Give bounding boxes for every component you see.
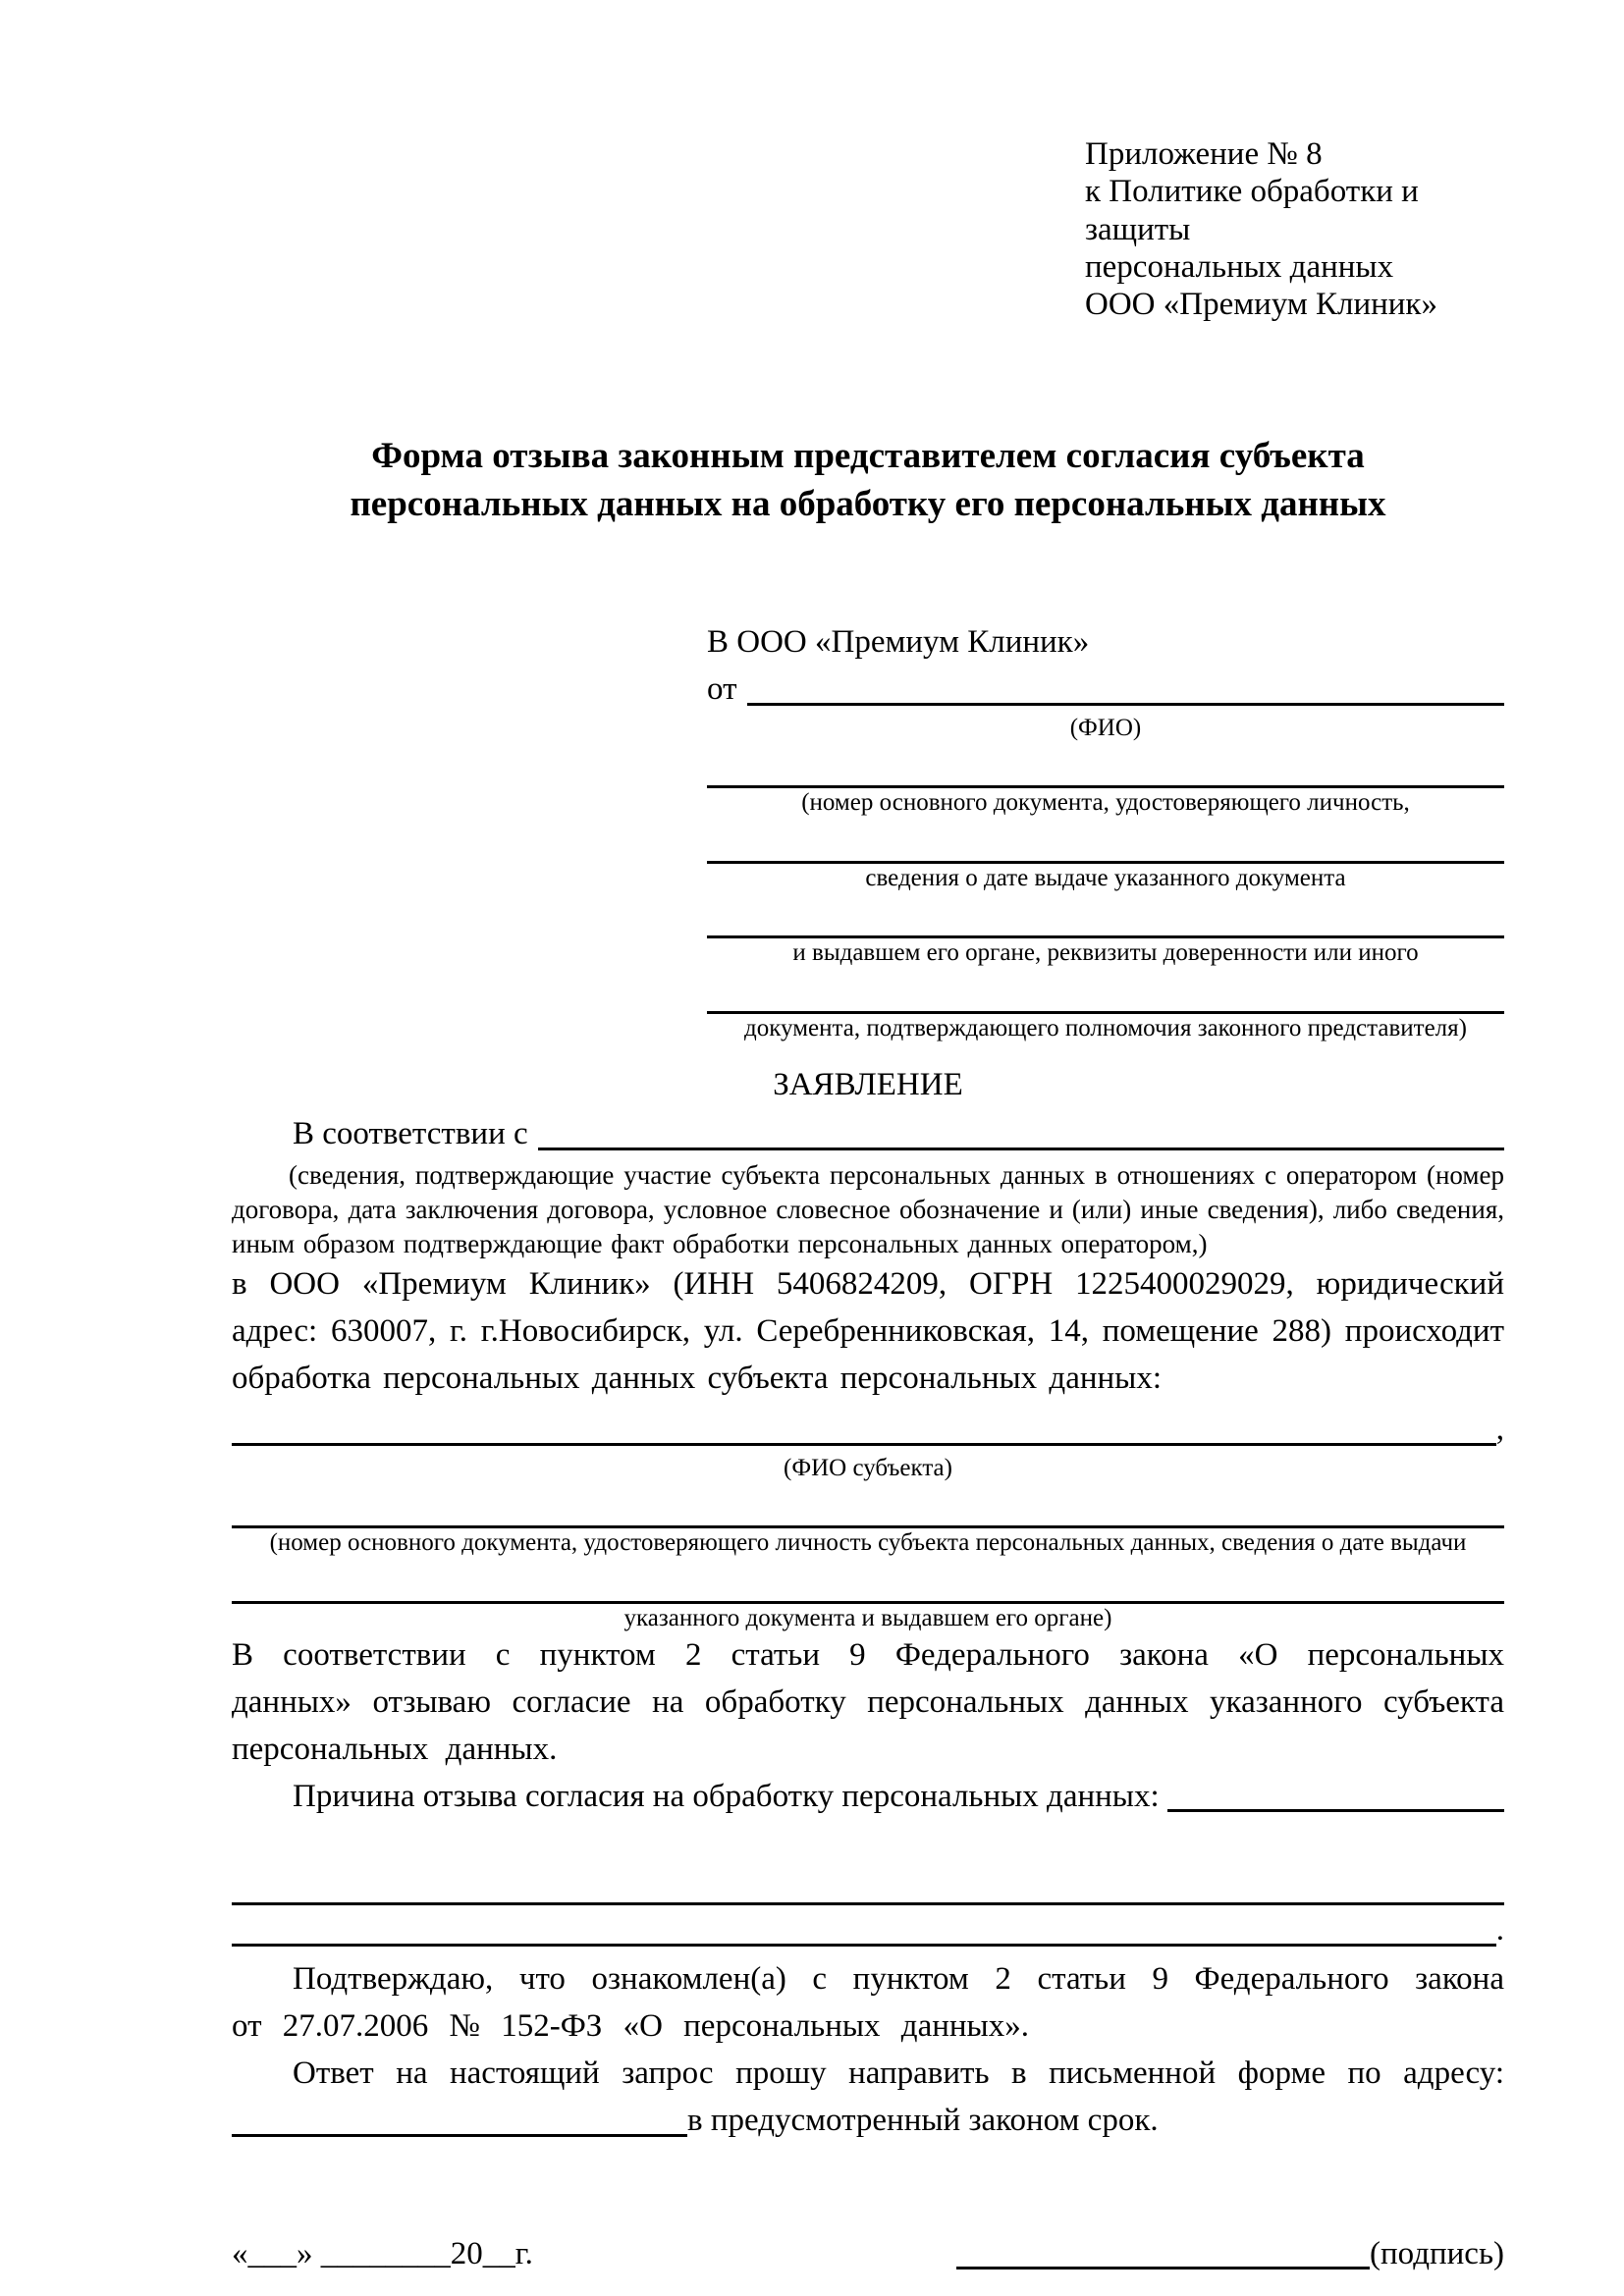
from-line: [707, 667, 1504, 714]
confirmation-paragraph: Подтверждаю, что ознакомлен(а) с пунктом 2 статьи 9 Федерального закона от 27.07.2006 № 152-ФЗ «О персональных данных».: [232, 1961, 1504, 2045]
writing-blank-line-rule: [232, 1907, 1496, 1947]
subject-document-blank-line: [232, 1568, 1504, 1604]
reason-line: [232, 1774, 1504, 1821]
annex-line: к Политике обработки и защиты: [1085, 174, 1419, 247]
fio-blank-line: [747, 667, 1505, 706]
title-line: персональных данных на обработку его персональных данных: [350, 484, 1386, 525]
signature-spacer: [533, 2231, 956, 2278]
reply-address-line: [232, 2098, 1504, 2145]
signature-caption: (подпись): [1370, 2235, 1504, 2271]
from-label: от: [707, 670, 737, 707]
document-blank-line: [707, 752, 1504, 788]
document-blank-line: [707, 902, 1504, 938]
signature-blank-line: [956, 2231, 1370, 2270]
subject-fio-blank-line: [232, 1407, 1496, 1446]
date-blank: «___» ________20__г.: [232, 2235, 533, 2271]
annex-line: Приложение № 8: [1085, 136, 1323, 172]
fio-caption: (ФИО): [1069, 714, 1142, 741]
title-line: Форма отзыва законным представителем согласия субъекта: [371, 436, 1365, 477]
writing-blank-line: [232, 1863, 1504, 1905]
withdrawal-paragraph: В соответствии с пунктом 2 статьи 9 Федерального закона «О персональных данных» отзываю согласие на обработку персональных данных указанного субъекта персональных данных.: [232, 1637, 1504, 1767]
document-caption: сведения о дате выдаче указанного документа: [865, 864, 1346, 891]
reply-paragraph: Ответ на настоящий запрос прошу направить в письменной форме по адресу:: [293, 2055, 1504, 2091]
subject-comma: ,: [1495, 1411, 1504, 1447]
document-blank-line: [707, 828, 1504, 864]
statement-heading: ЗАЯВЛЕНИЕ: [773, 1067, 963, 1103]
reply-address-blank-line: [232, 2098, 687, 2137]
accordance-blank-line: [538, 1111, 1504, 1150]
document-caption: (номер основного документа, удостоверяющего личность,: [801, 789, 1410, 817]
document-title: [232, 433, 1504, 529]
reason-blank-line: [1167, 1774, 1504, 1813]
reply-suffix: в предусмотренный законом срок.: [687, 2102, 1159, 2138]
signature-row: [232, 2231, 1504, 2278]
annex-line: персональных данных: [1085, 248, 1394, 285]
document-caption: документа, подтверждающего полномочия законного представителя): [744, 1014, 1467, 1041]
addressee-organization: В ООО «Премиум Клиник»: [707, 623, 1090, 660]
blank-line-period: .: [1495, 1912, 1504, 1949]
reply-line-spacer: [1159, 2098, 1504, 2145]
writing-blank-line: [232, 1907, 1504, 1954]
accordance-line: [232, 1111, 1504, 1158]
annex-line: ООО «Премиум Клиник»: [1085, 287, 1437, 323]
subject-document-caption: (номер основного документа, удостоверяющего личность субъекта персональных данных, сведения о дате выдачи: [269, 1529, 1467, 1557]
addressee-block: [707, 619, 1504, 1042]
annex-block: [1085, 135, 1504, 323]
subject-document-caption: указанного документа и выдавшем его органе): [623, 1604, 1112, 1631]
subject-fio-line: [232, 1407, 1504, 1454]
operator-paragraph: в ООО «Премиум Клиник» (ИНН 5406824209, ОГРН 1225400029029, юридический адрес: 630007, г. г.Новосибирск, ул. Серебренниковская, 14, помещение 288) происходит обработка персональных данных субъекта персональных данных:: [232, 1266, 1504, 1396]
document-caption: и выдавшем его органе, реквизиты доверенности или иного: [792, 939, 1419, 967]
reason-prefix: Причина отзыва согласия на обработку персональных данных:: [293, 1778, 1160, 1814]
subject-document-blank-line: [232, 1492, 1504, 1528]
subject-fio-caption: (ФИО субъекта): [784, 1454, 952, 1481]
accordance-caption: (сведения, подтверждающие участие субъекта персональных данных в отношениях с оператором (номер договора, дата заключения договора, условное словесное обозначение и (или) иные сведения), либо сведения, иным образом подтверждающие факт обработки персональных данных оператором,): [232, 1159, 1504, 1259]
document-blank-line: [707, 978, 1504, 1014]
accordance-prefix: В соответствии с: [293, 1116, 528, 1152]
